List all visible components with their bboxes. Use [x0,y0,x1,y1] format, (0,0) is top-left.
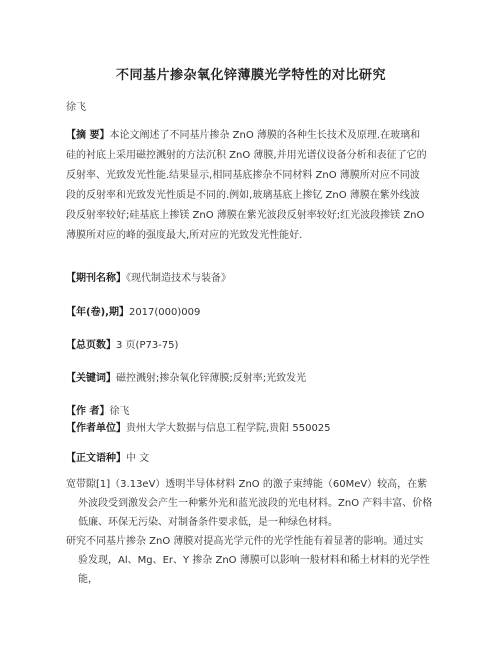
field-value: 3 页(P73-75) [116,340,179,351]
field-language [66,449,149,464]
abstract-line: 段的反射率和光致发光性质是不同的.例如,玻璃基底上掺钇 ZnO 薄膜在紫外线波 [66,190,420,201]
abstract-line: 硅的衬底上采用磁控溅射的方法沉积 ZnO 薄膜,并用光谱仪设备分析和表征了它的 [66,150,427,161]
abstract-line: 反射率、光致发光性能.结果显示,相同基底掺杂不同材料 ZnO 薄膜所对应不同波 [66,170,420,181]
field-affiliation [66,419,331,434]
body-line: 研究不同基片掺杂 ZnO 薄膜对提高光学元件的光学性能有着显著的影响。通过实 [66,536,424,547]
body-line: 验发现，Al、Mg、Er、Y 掺杂 ZnO 薄膜可以影响一般材料和稀土材料的光学性能， [78,555,430,585]
field-label: 【年(卷),期】 [66,307,129,318]
abstract-line: 本论文阐述了不同基片掺杂 ZnO 薄膜的各种生长技术及原理.在玻璃和 [109,130,421,141]
field-volume-issue [66,303,200,318]
field-page-count [66,336,178,351]
field-value: 《现代制造技术与装备》 [126,273,231,284]
field-value: 贵州大学大数据与信息工程学院,贵阳 550025 [126,423,331,434]
abstract-section [66,126,442,246]
author-name: 徐飞 [66,102,86,113]
abstract-line: 段反射率较好;硅基底上掺镁 ZnO 薄膜在紫光波段反射率较好;红光波段掺镁 ZnO [66,210,425,221]
field-journal-name [66,269,231,284]
field-label: 【正文语种】 [66,453,126,464]
field-label: 【作 者】 [66,406,110,417]
field-value: 徐飞 [109,406,130,417]
field-author [66,402,129,417]
abstract-line: 薄膜所对应的峰的强度最大,所对应的光致发光性能好. [66,230,303,241]
field-value: 磁控溅射;掺杂氧化锌薄膜;反射率;光致发光 [116,373,307,384]
field-value: 中 文 [126,453,150,464]
field-keywords [66,369,306,384]
field-label: 【作者单位】 [66,423,126,434]
body-line: 低廉、环保无污染、对制备条件要求低，是一种绿色材料。 [78,517,338,528]
field-value: 2017(000)009 [128,307,201,318]
body-line: 外波段受到激发会产生一种紫外光和蓝光波段的光电材料。ZnO 产料丰富、价格 [78,498,433,509]
body-line: 宽带隙[1]（3.13eV）透明半导体材料 ZnO 的激子束缚能（60MeV）较高，在紫 [66,479,428,490]
abstract-label: 【摘 要】 [66,130,110,141]
field-label: 【期刊名称】 [66,273,126,284]
document-title: 不同基片掺杂氧化锌薄膜光学特性的对比研究 [115,68,386,83]
field-label: 【总页数】 [66,340,116,351]
body-text [66,475,442,589]
field-label: 【关键词】 [66,373,116,384]
